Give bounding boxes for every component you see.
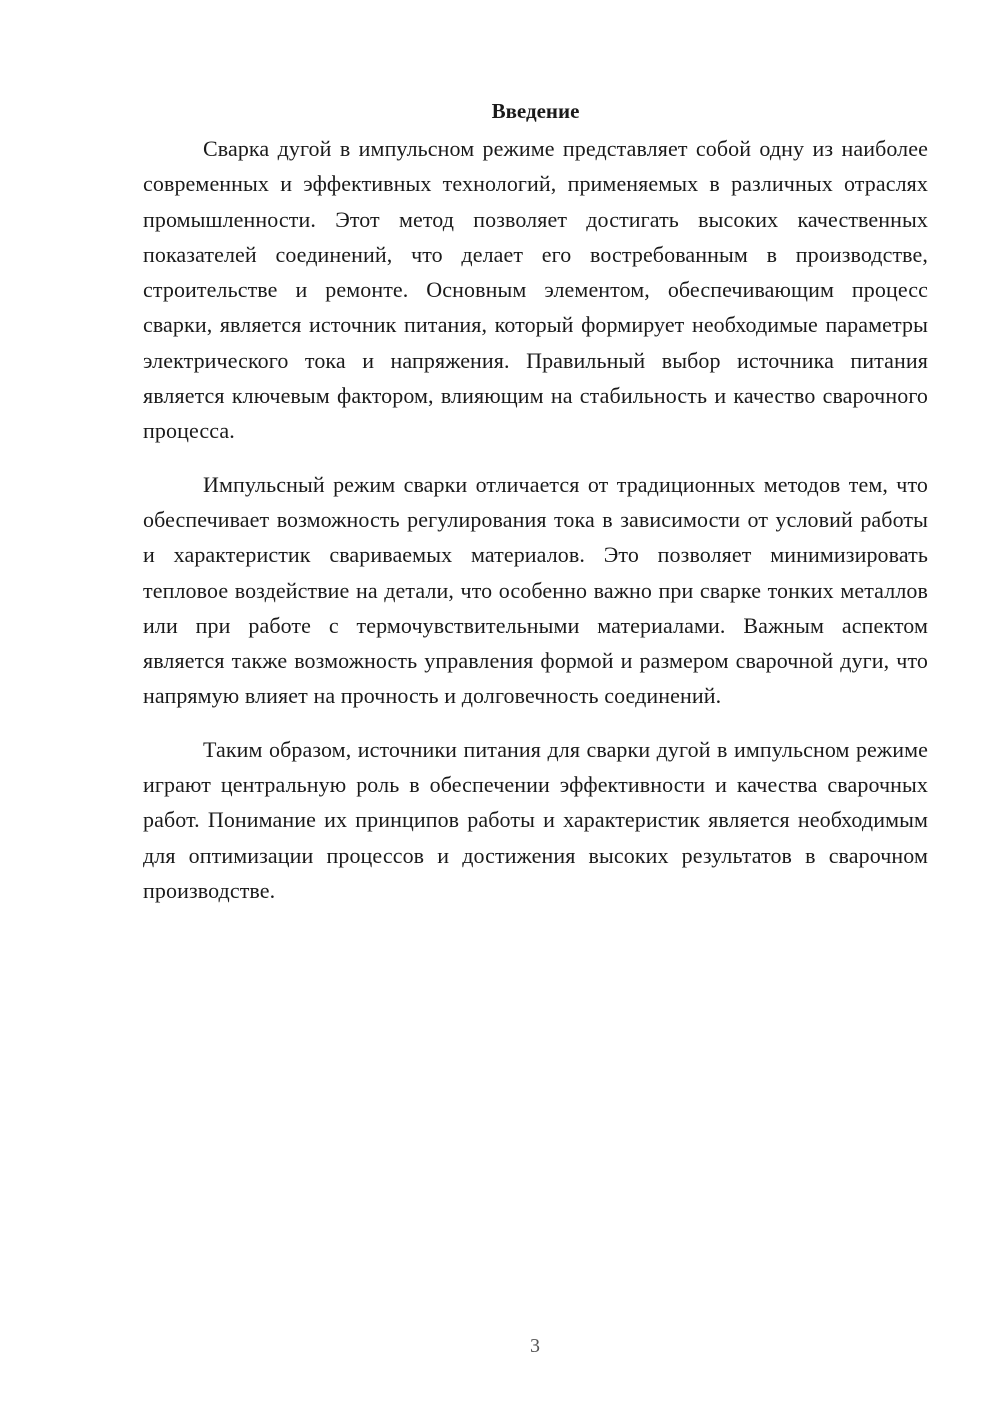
paragraph-3: Таким образом, источники питания для сварки дугой в импульсном режиме играют центральную роль в обеспечении эффективности и качества сварочных работ. Понимание их принципов работы и характеристик является необходимым для оптимизации процессов и достижения высоких результатов в сварочном производстве. [143, 736, 928, 903]
section-title: Введение [491, 99, 580, 123]
page-number: 3 [530, 1335, 540, 1357]
paragraph-2: Импульсный режим сварки отличается от традиционных методов тем, что обеспечивает возможность регулирования тока в зависимости от условий работы и характеристик свариваемых материалов. Это позволяет минимизировать тепловое воздействие на детали, что особенно важно при сварке тонких металлов или при работе с термочувствительными материалами. Важным аспектом является также возможность управления формой и размером сварочной дуги, что напрямую влияет на прочность и долговечность соединений. [143, 471, 928, 709]
document-body [143, 96, 928, 926]
paragraph-1: Сварка дугой в импульсном режиме представляет собой одну из наиболее современных и эффективных технологий, применяемых в различных отраслях промышленности. Этот метод позволяет достигать высоких качественных показателей соединений, что делает его востребованным в производстве, строительстве и ремонте. Основным элементом, обеспечивающим процесс сварки, является источник питания, который формирует необходимые параметры электрического тока и напряжения. Правильный выбор источника питания является ключевым фактором, влияющим на стабильность и качество сварочного процесса. [143, 136, 928, 444]
